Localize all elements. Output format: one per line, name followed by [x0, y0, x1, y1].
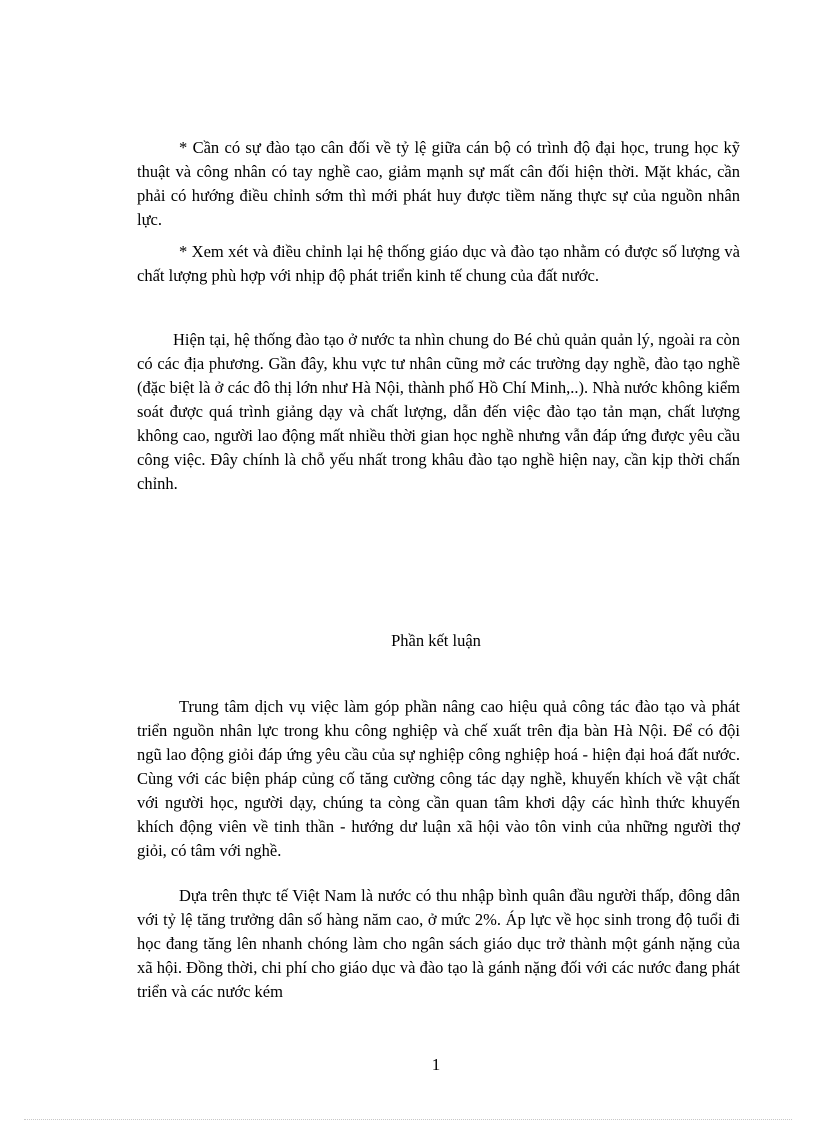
page-bottom-divider [24, 1119, 792, 1120]
page-number: 1 [431, 1055, 441, 1074]
paragraph-training-balance: * Cần có sự đào tạo cân đối về tỷ lệ giữa cán bộ có trình độ đại học, trung học kỹ thuật và công nhân có tay nghề cao, giảm mạnh sự mất cân đối hiện thời. Mặt khác, cần phải có hướng điều chỉnh sớm thì mới phát huy được tiềm năng thực sự của nguồn nhân lực. [137, 138, 740, 229]
paragraph-current-training-system: Hiện tại, hệ thống đào tạo ở nước ta nhìn chung do Bé chủ quản quản lý, ngoài ra còn có các địa phương. Gần đây, khu vực tư nhân cũng mở các trường dạy nghề, đào tạo nghề (đặc biệt là ở các đô thị lớn như Hà Nội, thành phố Hồ Chí Minh,..). Nhà nước không kiểm soát được quá trình giảng dạy và chất lượng, dẫn đến việc đào tạo tản mạn, chất lượng không cao, người lao động mất nhiều thời gian học nghề nhưng vẫn đáp ứng được yêu cầu công việc. Đây chính là chỗ yếu nhất trong khâu đào tạo nghề hiện nay, cần kịp thời chấn chỉnh. [137, 330, 740, 493]
section-heading-conclusion: Phần kết luận [391, 631, 481, 650]
paragraph-vietnam-reality: Dựa trên thực tế Việt Nam là nước có thu nhập bình quân đầu người thấp, đông dân với tỷ lệ tăng trưởng dân số hàng năm cao, ở mức 2%. Áp lực về học sinh trong độ tuổi đi học đang tăng lên nhanh chóng làm cho ngân sách giáo dục trở thành một gánh nặng của xã hội. Đồng thời, chi phí cho giáo dục và đào tạo là gánh nặng đối với các nước đang phát triển và các nước kém [137, 886, 740, 1001]
paragraph-education-system-review: * Xem xét và điều chỉnh lại hệ thống giáo dục và đào tạo nhằm có được số lượng và chất lượng phù hợp với nhịp độ phát triển kinh tế chung của đất nước. [137, 242, 740, 285]
paragraph-employment-service-center: Trung tâm dịch vụ việc làm góp phần nâng cao hiệu quả công tác đào tạo và phát triển nguồn nhân lực trong khu công nghiệp và chế xuất trên địa bàn Hà Nội. Để có đội ngũ lao động giỏi đáp ứng yêu cầu của sự nghiệp công nghiệp hoá - hiện đại hoá đất nước. Cùng với các biện pháp củng cố tăng cường công tác dạy nghề, khuyến khích về vật chất với người học, người dạy, chúng ta còng cần quan tâm khơi dậy các hình thức khuyến khích động viên về tinh thần - hướng dư luận xã hội vào tôn vinh của những người thợ giỏi, có tâm với nghề. [137, 697, 740, 860]
